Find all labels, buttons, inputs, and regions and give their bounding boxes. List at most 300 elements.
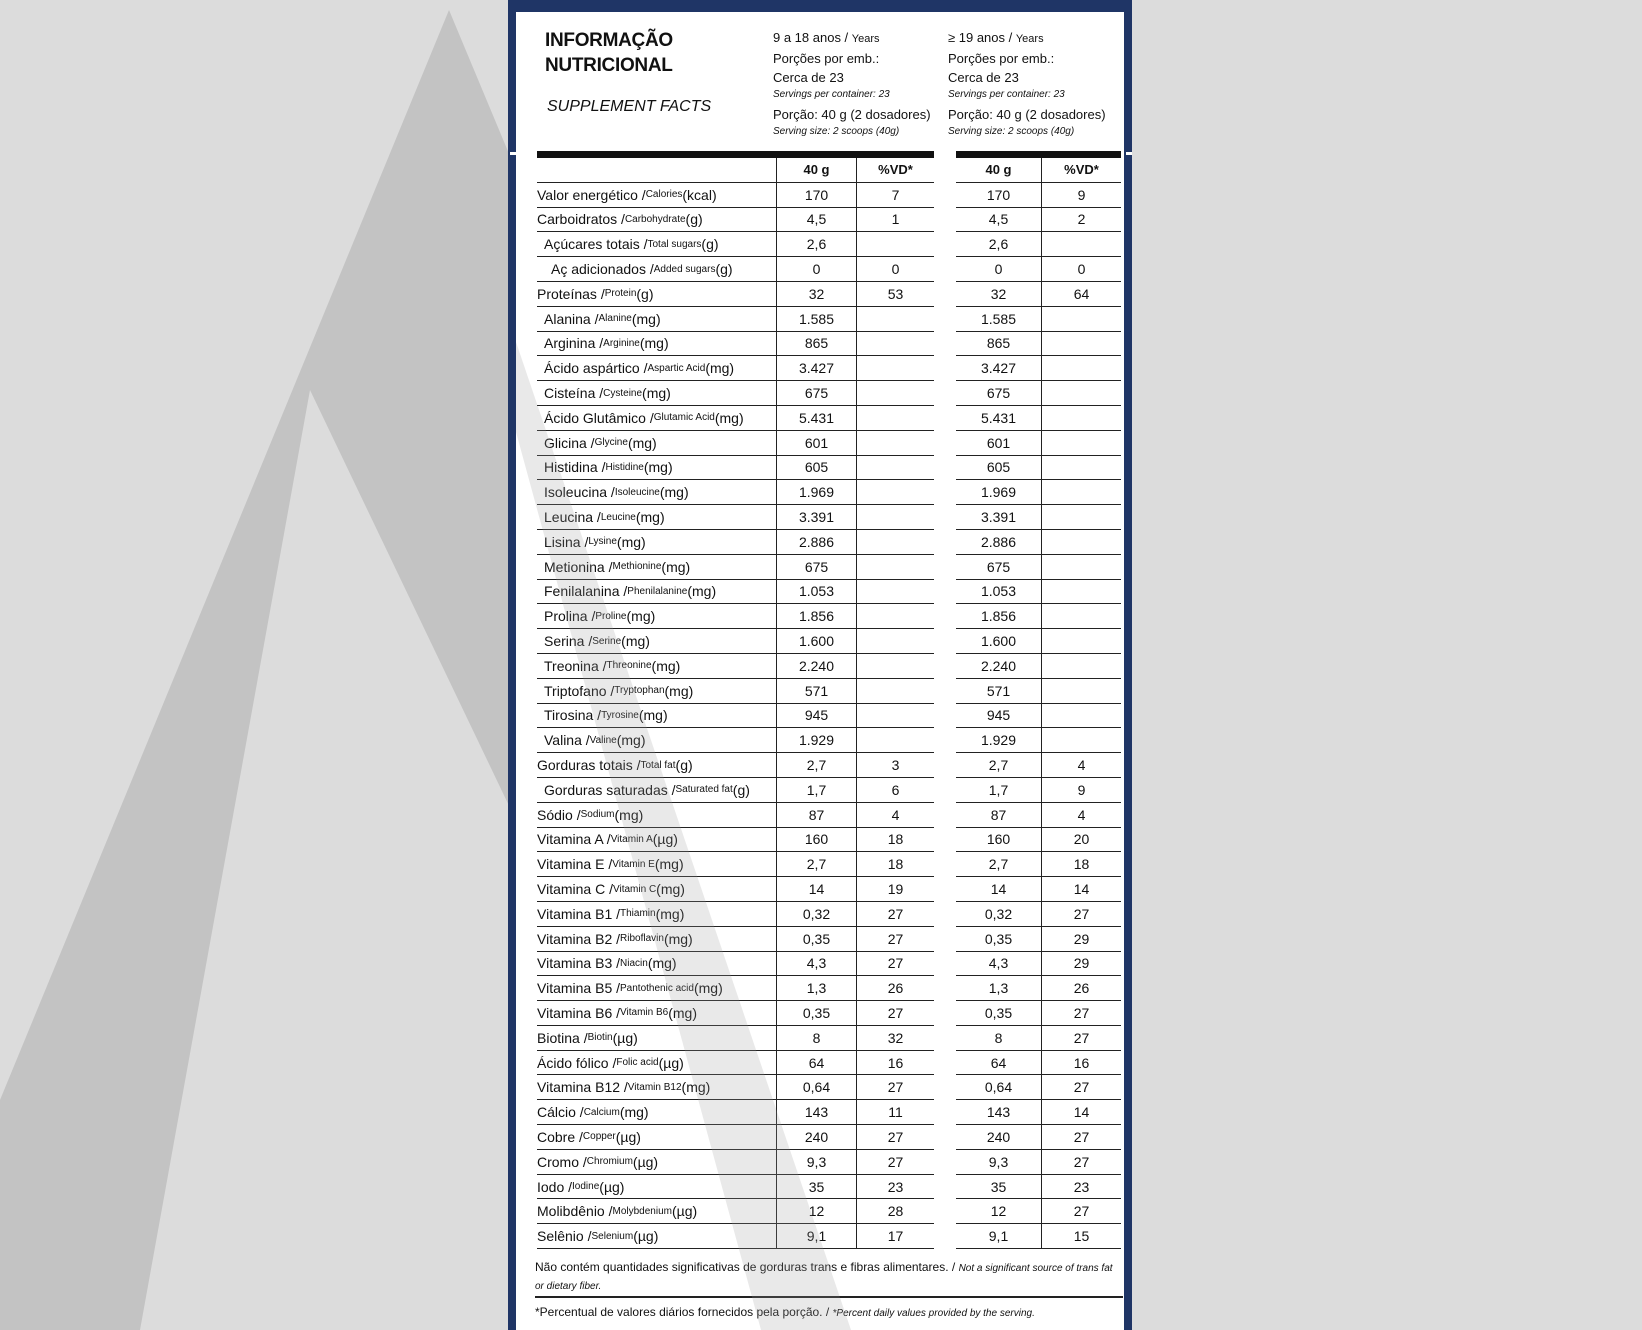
- nutrient-name: [537, 828, 777, 853]
- header-amount-right: 40 g: [956, 158, 1042, 183]
- amount-left: 12: [777, 1199, 857, 1224]
- nutrient-name-en: Copper: [582, 1131, 616, 1143]
- nutrient-row: [537, 976, 1121, 1001]
- dv-left: [857, 356, 934, 381]
- nutrient-row: [537, 356, 1121, 381]
- dv-left: [857, 406, 934, 431]
- age-range-right-pt: ≥ 19 anos /: [948, 30, 1016, 45]
- nutrient-unit: (µg): [599, 1178, 625, 1195]
- nutrient-name-en: Biotin: [587, 1032, 613, 1044]
- portion-right: Porção: 40 g (2 dosadores): [948, 107, 1106, 122]
- nutrient-name-en: Serine: [592, 635, 622, 647]
- header-amount-left: 40 g: [777, 158, 857, 183]
- amount-left: 1.585: [777, 307, 857, 332]
- nutrient-name: [537, 927, 777, 952]
- nutrient-name-pt: Treonina /: [544, 657, 607, 674]
- dv-left: 53: [857, 282, 934, 307]
- nutrient-name-en: Vitamin B12: [627, 1081, 682, 1093]
- dv-left: 11: [857, 1100, 934, 1125]
- nutrient-row: [537, 232, 1121, 257]
- dv-left: [857, 704, 934, 729]
- nutrient-name-pt: Serina /: [544, 633, 593, 650]
- servings-left-en: Servings per container: 23: [773, 89, 890, 100]
- nutrient-row: [537, 1199, 1121, 1224]
- nutrient-unit: (mg): [619, 1104, 649, 1121]
- title-line-2: NUTRICIONAL: [545, 55, 673, 76]
- nutrient-name: [537, 555, 777, 580]
- amount-left: 1.053: [777, 580, 857, 605]
- nutrient-name-en: Chromium: [586, 1156, 633, 1168]
- nutrient-name-pt: Cromo /: [537, 1153, 587, 1170]
- nutrient-name-pt: Vitamina B2 /: [537, 930, 621, 947]
- nutrient-unit: (µg): [633, 1228, 659, 1245]
- amount-right: 12: [956, 1199, 1042, 1224]
- nutrient-name-en: Arginine: [603, 337, 640, 349]
- nutrient-row: [537, 1175, 1121, 1200]
- nutrient-name-pt: Metionina /: [544, 558, 613, 575]
- nutrient-name: [537, 679, 777, 704]
- nutrient-row: [537, 307, 1121, 332]
- dv-left: 16: [857, 1051, 934, 1076]
- amount-left: 2.886: [777, 530, 857, 555]
- nutrient-name: [537, 728, 777, 753]
- amount-left: 3.391: [777, 505, 857, 530]
- nutrient-unit: (mg): [616, 533, 646, 550]
- dv-right: 2: [1042, 208, 1121, 233]
- nutrient-unit: (mg): [687, 583, 717, 600]
- amount-left: 9,3: [777, 1150, 857, 1175]
- nutrient-name-en: Tyrosine: [601, 709, 639, 721]
- dv-right: 18: [1042, 852, 1121, 877]
- nutrient-name-en: Valine: [589, 734, 617, 746]
- dv-left: [857, 480, 934, 505]
- edge-tick-right: [1126, 152, 1132, 155]
- dv-right: [1042, 480, 1121, 505]
- nutrient-row: [537, 505, 1121, 530]
- amount-right: 2,7: [956, 753, 1042, 778]
- amount-left: 865: [777, 332, 857, 357]
- nutrient-name-en: Cysteine: [603, 387, 643, 399]
- dv-right: [1042, 555, 1121, 580]
- amount-left: 64: [777, 1051, 857, 1076]
- nutrient-unit: (µg): [612, 1029, 638, 1046]
- nutrient-unit: (mg): [631, 310, 661, 327]
- nutrient-row: [537, 480, 1121, 505]
- nutrient-name-pt: Lisina /: [544, 533, 589, 550]
- nutrient-name-pt: Fenilalanina /: [544, 583, 628, 600]
- dv-right: 4: [1042, 753, 1121, 778]
- nutrient-row: [537, 406, 1121, 431]
- nutrient-name-pt: Gorduras totais /: [537, 757, 641, 774]
- nutrient-row: [537, 828, 1121, 853]
- nutrient-name: [537, 604, 777, 629]
- nutrient-name-pt: Vitamina B5 /: [537, 980, 621, 997]
- nutrient-name: [537, 852, 777, 877]
- nutrient-name-pt: Vitamina B3 /: [537, 955, 621, 972]
- nutrient-unit: (mg): [654, 856, 684, 873]
- dv-right: [1042, 505, 1121, 530]
- nutrient-row: [537, 1051, 1121, 1076]
- dv-left: [857, 505, 934, 530]
- amount-left: 9,1: [777, 1224, 857, 1249]
- dv-left: 27: [857, 952, 934, 977]
- nutrient-row: [537, 654, 1121, 679]
- footnote-2-pt: *Percentual de valores diários fornecidos pela porção. /: [535, 1305, 833, 1319]
- amount-right: 14: [956, 877, 1042, 902]
- amount-left: 1.856: [777, 604, 857, 629]
- nutrient-name-en: Aspartic Acid: [647, 362, 706, 374]
- nutrient-unit: (g): [636, 285, 654, 302]
- nutrient-name: [537, 976, 777, 1001]
- dv-right: 27: [1042, 1150, 1121, 1175]
- nutrient-row: [537, 1075, 1121, 1100]
- nutrient-unit: (mg): [668, 1004, 697, 1021]
- amount-right: 675: [956, 381, 1042, 406]
- dv-right: [1042, 728, 1121, 753]
- amount-right: 87: [956, 803, 1042, 828]
- dv-right: 27: [1042, 1026, 1121, 1051]
- nutrient-row: [537, 580, 1121, 605]
- nutrient-row: [537, 679, 1121, 704]
- amount-right: 35: [956, 1175, 1042, 1200]
- nutrient-name: [537, 877, 777, 902]
- nutrient-name-pt: Ácido Glutâmico /: [544, 409, 654, 426]
- dv-left: 27: [857, 1075, 934, 1100]
- nutrient-name-en: Tryptophan: [614, 685, 665, 697]
- amount-right: 2,7: [956, 852, 1042, 877]
- amount-right: 1,7: [956, 778, 1042, 803]
- nutrient-unit: (mg): [621, 633, 650, 650]
- nutrient-row: [537, 803, 1121, 828]
- nutrient-name: [537, 753, 777, 778]
- nutrient-unit: (µg): [615, 1128, 641, 1145]
- dv-right: [1042, 679, 1121, 704]
- amount-left: 601: [777, 431, 857, 456]
- nutrient-row: [537, 282, 1121, 307]
- nutrient-name-pt: Alanina /: [544, 310, 599, 327]
- amount-right: 1.969: [956, 480, 1042, 505]
- nutrient-name: [537, 232, 777, 257]
- nutrition-table: [537, 158, 1121, 1249]
- dv-right: 27: [1042, 1075, 1121, 1100]
- dv-left: 4: [857, 803, 934, 828]
- column-header-row: [537, 158, 1121, 183]
- nutrient-name-pt: Arginina /: [544, 335, 604, 352]
- nutrient-name: [537, 530, 777, 555]
- nutrient-unit: (mg): [693, 980, 723, 997]
- dv-right: [1042, 332, 1121, 357]
- servings-right: Porções por emb.:: [948, 51, 1055, 66]
- nutrient-row: [537, 332, 1121, 357]
- amount-left: 0,32: [777, 902, 857, 927]
- dv-left: 18: [857, 852, 934, 877]
- nutrient-name-pt: Cálcio /: [537, 1104, 584, 1121]
- nutrient-row: [537, 852, 1121, 877]
- dv-left: 3: [857, 753, 934, 778]
- nutrient-name: [537, 654, 777, 679]
- amount-right: 2,6: [956, 232, 1042, 257]
- amount-right: 1.053: [956, 580, 1042, 605]
- nutrient-name-en: Total fat: [640, 759, 676, 771]
- nutrient-unit: (mg): [664, 682, 694, 699]
- nutrient-name: [537, 1199, 777, 1224]
- dv-right: 64: [1042, 282, 1121, 307]
- nutrient-name-en: Histidine: [605, 461, 644, 473]
- nutrient-row: [537, 728, 1121, 753]
- amount-right: 64: [956, 1051, 1042, 1076]
- amount-right: 1.585: [956, 307, 1042, 332]
- dv-right: 27: [1042, 1001, 1121, 1026]
- nutrient-name-pt: Cobre /: [537, 1128, 583, 1145]
- dv-right: 29: [1042, 927, 1121, 952]
- nutrient-row: [537, 555, 1121, 580]
- nutrient-row: [537, 1100, 1121, 1125]
- nutrient-name-pt: Tirosina /: [544, 707, 602, 724]
- nutrient-name-pt: Triptofano /: [544, 682, 615, 699]
- amount-left: 945: [777, 704, 857, 729]
- nutrient-name-en: Iodine: [572, 1181, 600, 1193]
- nutrient-unit: (mg): [627, 434, 657, 451]
- dv-left: [857, 431, 934, 456]
- label-subtitle: SUPPLEMENT FACTS: [547, 98, 712, 115]
- nutrient-name-en: Molybdenium: [612, 1205, 672, 1217]
- amount-right: 0: [956, 257, 1042, 282]
- nutrient-row: [537, 902, 1121, 927]
- dv-left: [857, 629, 934, 654]
- nutrient-name-pt: Vitamina A /: [537, 831, 611, 848]
- nutrient-unit: (mg): [638, 707, 668, 724]
- amount-left: 675: [777, 555, 857, 580]
- nutrient-name-en: Vitamin B6: [620, 1007, 669, 1019]
- amount-left: 35: [777, 1175, 857, 1200]
- header-rule-left: [537, 151, 934, 158]
- nutrient-row: [537, 456, 1121, 481]
- nutrient-name: [537, 356, 777, 381]
- dv-right: 20: [1042, 828, 1121, 853]
- dv-left: 26: [857, 976, 934, 1001]
- nutrient-name-en: Isoleucine: [614, 486, 660, 498]
- nutrient-row: [537, 629, 1121, 654]
- nutrient-name-pt: Biotina /: [537, 1029, 588, 1046]
- dv-left: [857, 307, 934, 332]
- amount-left: 4,3: [777, 952, 857, 977]
- dv-right: [1042, 654, 1121, 679]
- nutrient-name-en: Protein: [604, 288, 637, 300]
- nutrient-name: [537, 1224, 777, 1249]
- group-header-left: [773, 28, 931, 139]
- nutrient-name-pt: Açúcares totais /: [544, 236, 648, 253]
- dv-left: 7: [857, 183, 934, 208]
- nutrient-name-pt: Iodo /: [537, 1178, 573, 1195]
- nutrient-name-en: Pantothenic acid: [620, 982, 694, 994]
- nutrient-unit: (µg): [658, 1054, 684, 1071]
- dv-left: 6: [857, 778, 934, 803]
- nutrient-name: [537, 902, 777, 927]
- age-range-left-en: Years: [851, 33, 880, 45]
- footnote-1-pt: Não contém quantidades significativas de gorduras trans e fibras alimentares. /: [535, 1260, 959, 1274]
- amount-left: 8: [777, 1026, 857, 1051]
- title-line-1: INFORMAÇÃO: [545, 30, 673, 51]
- amount-right: 2.240: [956, 654, 1042, 679]
- nutrient-name-pt: Ácido fólico /: [537, 1054, 617, 1071]
- amount-right: 4,3: [956, 952, 1042, 977]
- nutrient-name: [537, 580, 777, 605]
- nutrient-unit: (mg): [614, 806, 644, 823]
- dv-left: 19: [857, 877, 934, 902]
- nutrient-row: [537, 208, 1121, 233]
- nutrient-row: [537, 1026, 1121, 1051]
- nutrient-name: [537, 505, 777, 530]
- dv-left: 28: [857, 1199, 934, 1224]
- nutrient-name-pt: Cisteína /: [544, 385, 604, 402]
- nutrient-name-pt: Isoleucina /: [544, 484, 615, 501]
- amount-left: 1.929: [777, 728, 857, 753]
- nutrient-row: [537, 257, 1121, 282]
- amount-right: 3.391: [956, 505, 1042, 530]
- nutrient-unit: (mg): [663, 930, 693, 947]
- nutrient-name-pt: Valor energético /: [537, 186, 646, 203]
- dv-left: 32: [857, 1026, 934, 1051]
- amount-right: 240: [956, 1125, 1042, 1150]
- nutrient-name: [537, 1075, 777, 1100]
- nutrient-unit: (mg): [705, 360, 735, 377]
- nutrient-name: [537, 406, 777, 431]
- footnote-daily-values: [535, 1304, 1123, 1322]
- nutrient-row: [537, 431, 1121, 456]
- nutrient-unit: (mg): [643, 459, 673, 476]
- nutrient-name: [537, 778, 777, 803]
- dv-left: 0: [857, 257, 934, 282]
- amount-left: 143: [777, 1100, 857, 1125]
- nutrient-name: [537, 803, 777, 828]
- dv-left: 17: [857, 1224, 934, 1249]
- dv-left: [857, 679, 934, 704]
- nutrient-name: [537, 480, 777, 505]
- nutrient-name-en: Vitamin A: [610, 833, 653, 845]
- amount-right: 2.886: [956, 530, 1042, 555]
- nutrient-name-en: Threonine: [606, 660, 652, 672]
- nutrient-name: [537, 1100, 777, 1125]
- dv-right: [1042, 381, 1121, 406]
- amount-right: 865: [956, 332, 1042, 357]
- nutrient-unit: (mg): [639, 335, 669, 352]
- amount-left: 14: [777, 877, 857, 902]
- nutrient-name: [537, 208, 777, 233]
- nutrient-name-pt: Vitamina B1 /: [537, 905, 621, 922]
- amount-left: 0,35: [777, 1001, 857, 1026]
- amount-left: 1,7: [777, 778, 857, 803]
- nutrient-row: [537, 530, 1121, 555]
- dv-right: 26: [1042, 976, 1121, 1001]
- amount-right: 160: [956, 828, 1042, 853]
- amount-left: 0,64: [777, 1075, 857, 1100]
- dv-right: [1042, 307, 1121, 332]
- dv-left: 27: [857, 902, 934, 927]
- nutrient-name-en: Thiamin: [620, 908, 656, 920]
- amount-right: 1.929: [956, 728, 1042, 753]
- nutrient-name: [537, 257, 777, 282]
- dv-left: [857, 530, 934, 555]
- nutrient-unit: (g): [732, 781, 750, 798]
- amount-right: 1,3: [956, 976, 1042, 1001]
- nutrient-name-pt: Selênio /: [537, 1228, 592, 1245]
- nutrient-row: [537, 1125, 1121, 1150]
- amount-right: 170: [956, 183, 1042, 208]
- nutrient-name: [537, 183, 777, 208]
- edge-tick-left: [510, 152, 516, 155]
- nutrient-unit: (mg): [635, 509, 665, 526]
- nutrient-unit: (kcal): [682, 186, 717, 203]
- dv-left: 18: [857, 828, 934, 853]
- nutrient-name-en: Alanine: [598, 313, 632, 325]
- header-name-cell: [537, 158, 777, 183]
- dv-left: 27: [857, 927, 934, 952]
- group-header-right: [948, 28, 1106, 139]
- nutrient-name-pt: Proteínas /: [537, 285, 605, 302]
- amount-left: 605: [777, 456, 857, 481]
- amount-left: 0: [777, 257, 857, 282]
- amount-left: 2.240: [777, 654, 857, 679]
- nutrient-name-en: Sodium: [580, 809, 615, 821]
- servings-left-2: Cerca de 23: [773, 70, 844, 85]
- servings-right-en: Servings per container: 23: [948, 89, 1065, 100]
- header-dv-right: %VD*: [1042, 158, 1121, 183]
- nutrient-row: [537, 1150, 1121, 1175]
- amount-right: 9,3: [956, 1150, 1042, 1175]
- nutrient-name-pt: Ácido aspártico /: [544, 360, 648, 377]
- dv-right: [1042, 456, 1121, 481]
- nutrient-name-pt: Valina /: [544, 732, 590, 749]
- dv-right: [1042, 629, 1121, 654]
- label-title: [545, 28, 673, 78]
- amount-left: 2,7: [777, 852, 857, 877]
- dv-left: [857, 654, 934, 679]
- amount-left: 1,3: [777, 976, 857, 1001]
- dv-right: 4: [1042, 803, 1121, 828]
- nutrient-name: [537, 456, 777, 481]
- nutrient-row: [537, 1224, 1121, 1249]
- nutrient-row: [537, 704, 1121, 729]
- nutrient-unit: (µg): [671, 1203, 698, 1220]
- nutrient-name-pt: Leucina /: [544, 509, 601, 526]
- nutrient-name-en: Proline: [595, 610, 627, 622]
- nutrient-name-en: Glycine: [594, 437, 628, 449]
- dv-left: 27: [857, 1001, 934, 1026]
- nutrient-name-en: Lysine: [588, 536, 617, 548]
- amount-right: 0,64: [956, 1075, 1042, 1100]
- amount-left: 0,35: [777, 927, 857, 952]
- nutrient-row: [537, 877, 1121, 902]
- dv-right: [1042, 431, 1121, 456]
- nutrient-name-en: Riboflavin: [620, 933, 664, 945]
- nutrient-name: [537, 704, 777, 729]
- footnote-trans-fat: [535, 1259, 1123, 1295]
- amount-right: 32: [956, 282, 1042, 307]
- nutrient-unit: (g): [685, 211, 703, 228]
- nutrient-name-pt: Vitamina C /: [537, 881, 613, 897]
- nutrient-name-pt: Gorduras saturadas /: [544, 781, 676, 798]
- amount-right: 0,35: [956, 927, 1042, 952]
- nutrient-name: [537, 1001, 777, 1026]
- nutrient-unit: (mg): [714, 409, 744, 426]
- amount-right: 945: [956, 704, 1042, 729]
- dv-left: [857, 456, 934, 481]
- amount-right: 1.856: [956, 604, 1042, 629]
- amount-right: 5.431: [956, 406, 1042, 431]
- amount-right: 601: [956, 431, 1042, 456]
- dv-left: [857, 728, 934, 753]
- nutrient-name-pt: Histidina /: [544, 459, 606, 476]
